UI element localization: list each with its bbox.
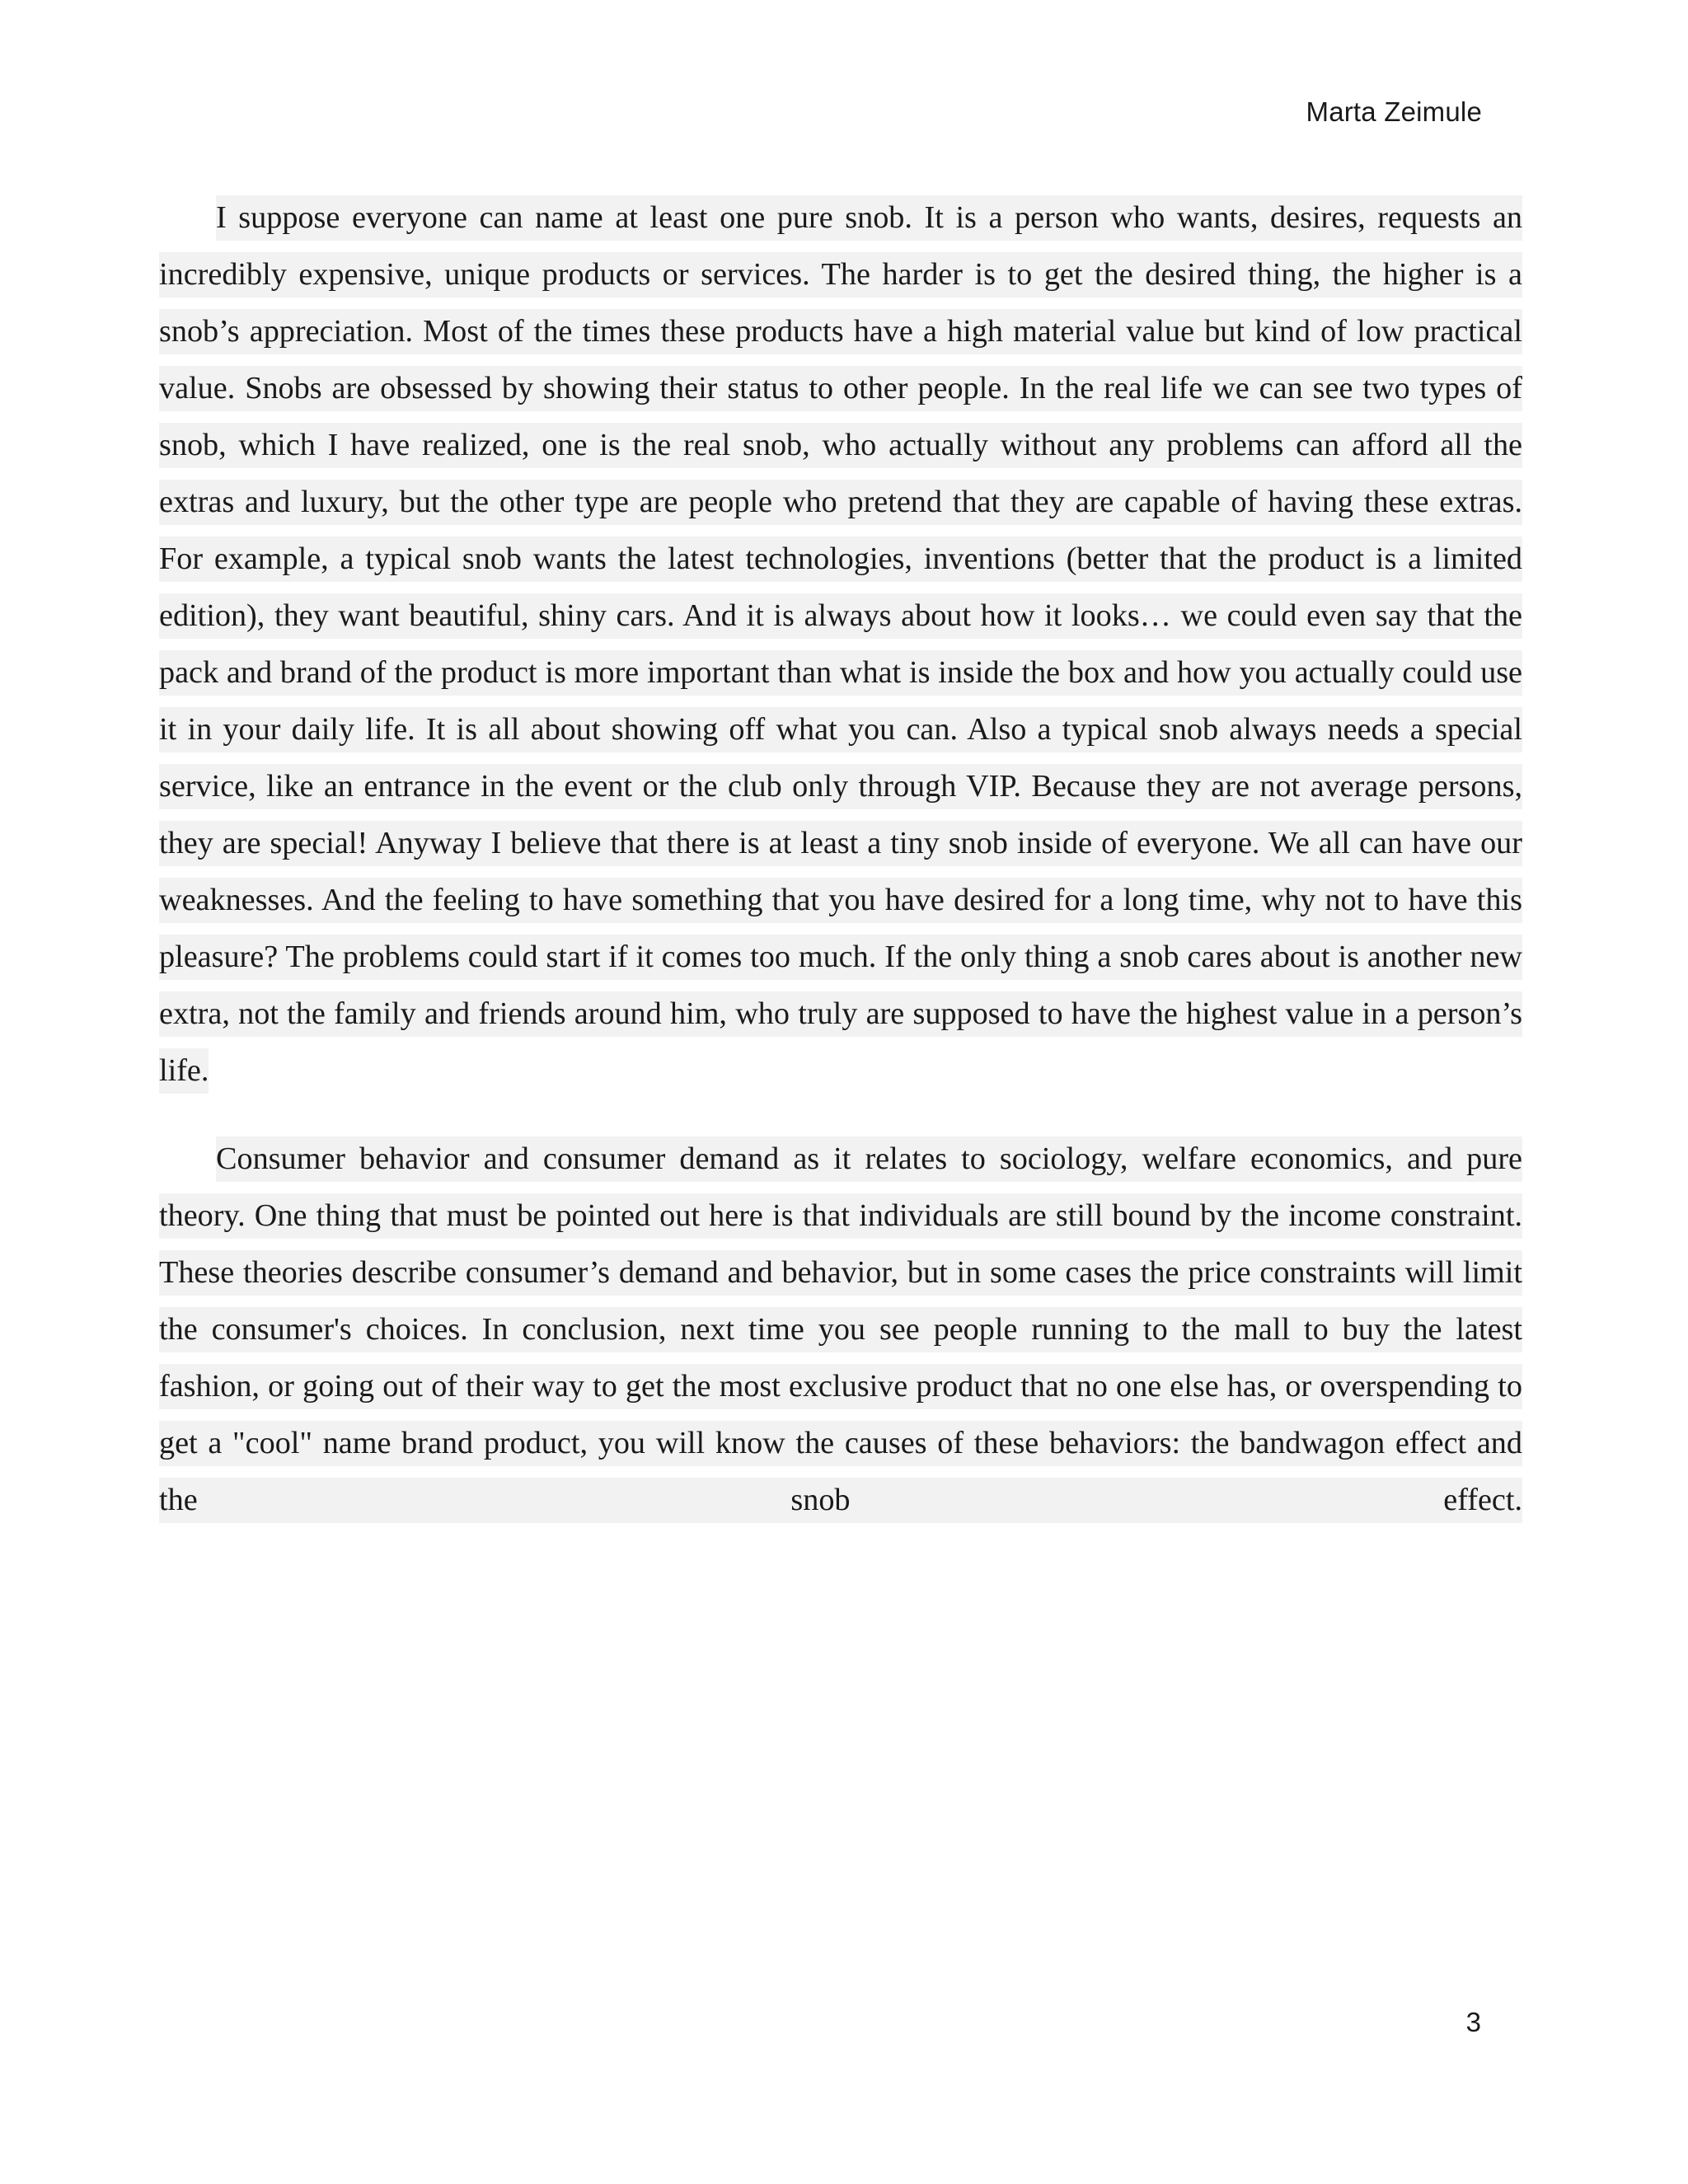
paragraph-2-text: Consumer behavior and consumer demand as it relates to sociology, welfare economics, and pure theory. One thing that must be pointed out here is that individuals are still bound by the income constraint. These theories describe consumer’s demand and behavior, but in some cases the price constraints will limit the consumer's choices. In conclusion, next time you see people running to the mall to buy the latest fashion, or going out of their way to get the most exclusive product that no one else has, or overspending to get a "cool" name brand product, you will know the causes of these behaviors: the bandwagon effect and the snob effect. (159, 1137, 1522, 1523)
page-number: 3 (1465, 2007, 1481, 2037)
body-paragraph-2 (159, 1131, 1522, 1529)
header-author-name: Marta Zeimule (1306, 96, 1482, 127)
body-paragraph-1 (159, 190, 1522, 1099)
paragraph-1-text: I suppose everyone can name at least one pure snob. It is a person who wants, desires, requests an incredibly expensive, unique products or services. The harder is to get the desired thing, the higher is a snob’s appreciation. Most of the times these products have a high material value but kind of low practical value. Snobs are obsessed by showing their status to other people. In the real life we can see two types of snob, which I have realized, one is the real snob, who actually without any problems can afford all the extras and luxury, but the other type are people who pretend that they are capable of having these extras. For example, a typical snob wants the latest technologies, inventions (better that the product is a limited edition), they want beautiful, shiny cars. And it is always about how it looks… we could even say that the pack and brand of the product is more important than what is inside the box and how you actually could use it in your daily life. It is all about showing off what you can. Also a typical snob always needs a special service, like an entrance in the event or the club only through VIP. Because they are not average persons, they are special! Anyway I believe that there is at least a tiny snob inside of everyone. We all can have our weaknesses. And the feeling to have something that you have desired for a long time, why not to have this pleasure? The problems could start if it comes too much. If the only thing a snob cares about is another new extra, not the family and friends around him, who truly are supposed to have the highest value in a person’s life. (159, 195, 1522, 1094)
